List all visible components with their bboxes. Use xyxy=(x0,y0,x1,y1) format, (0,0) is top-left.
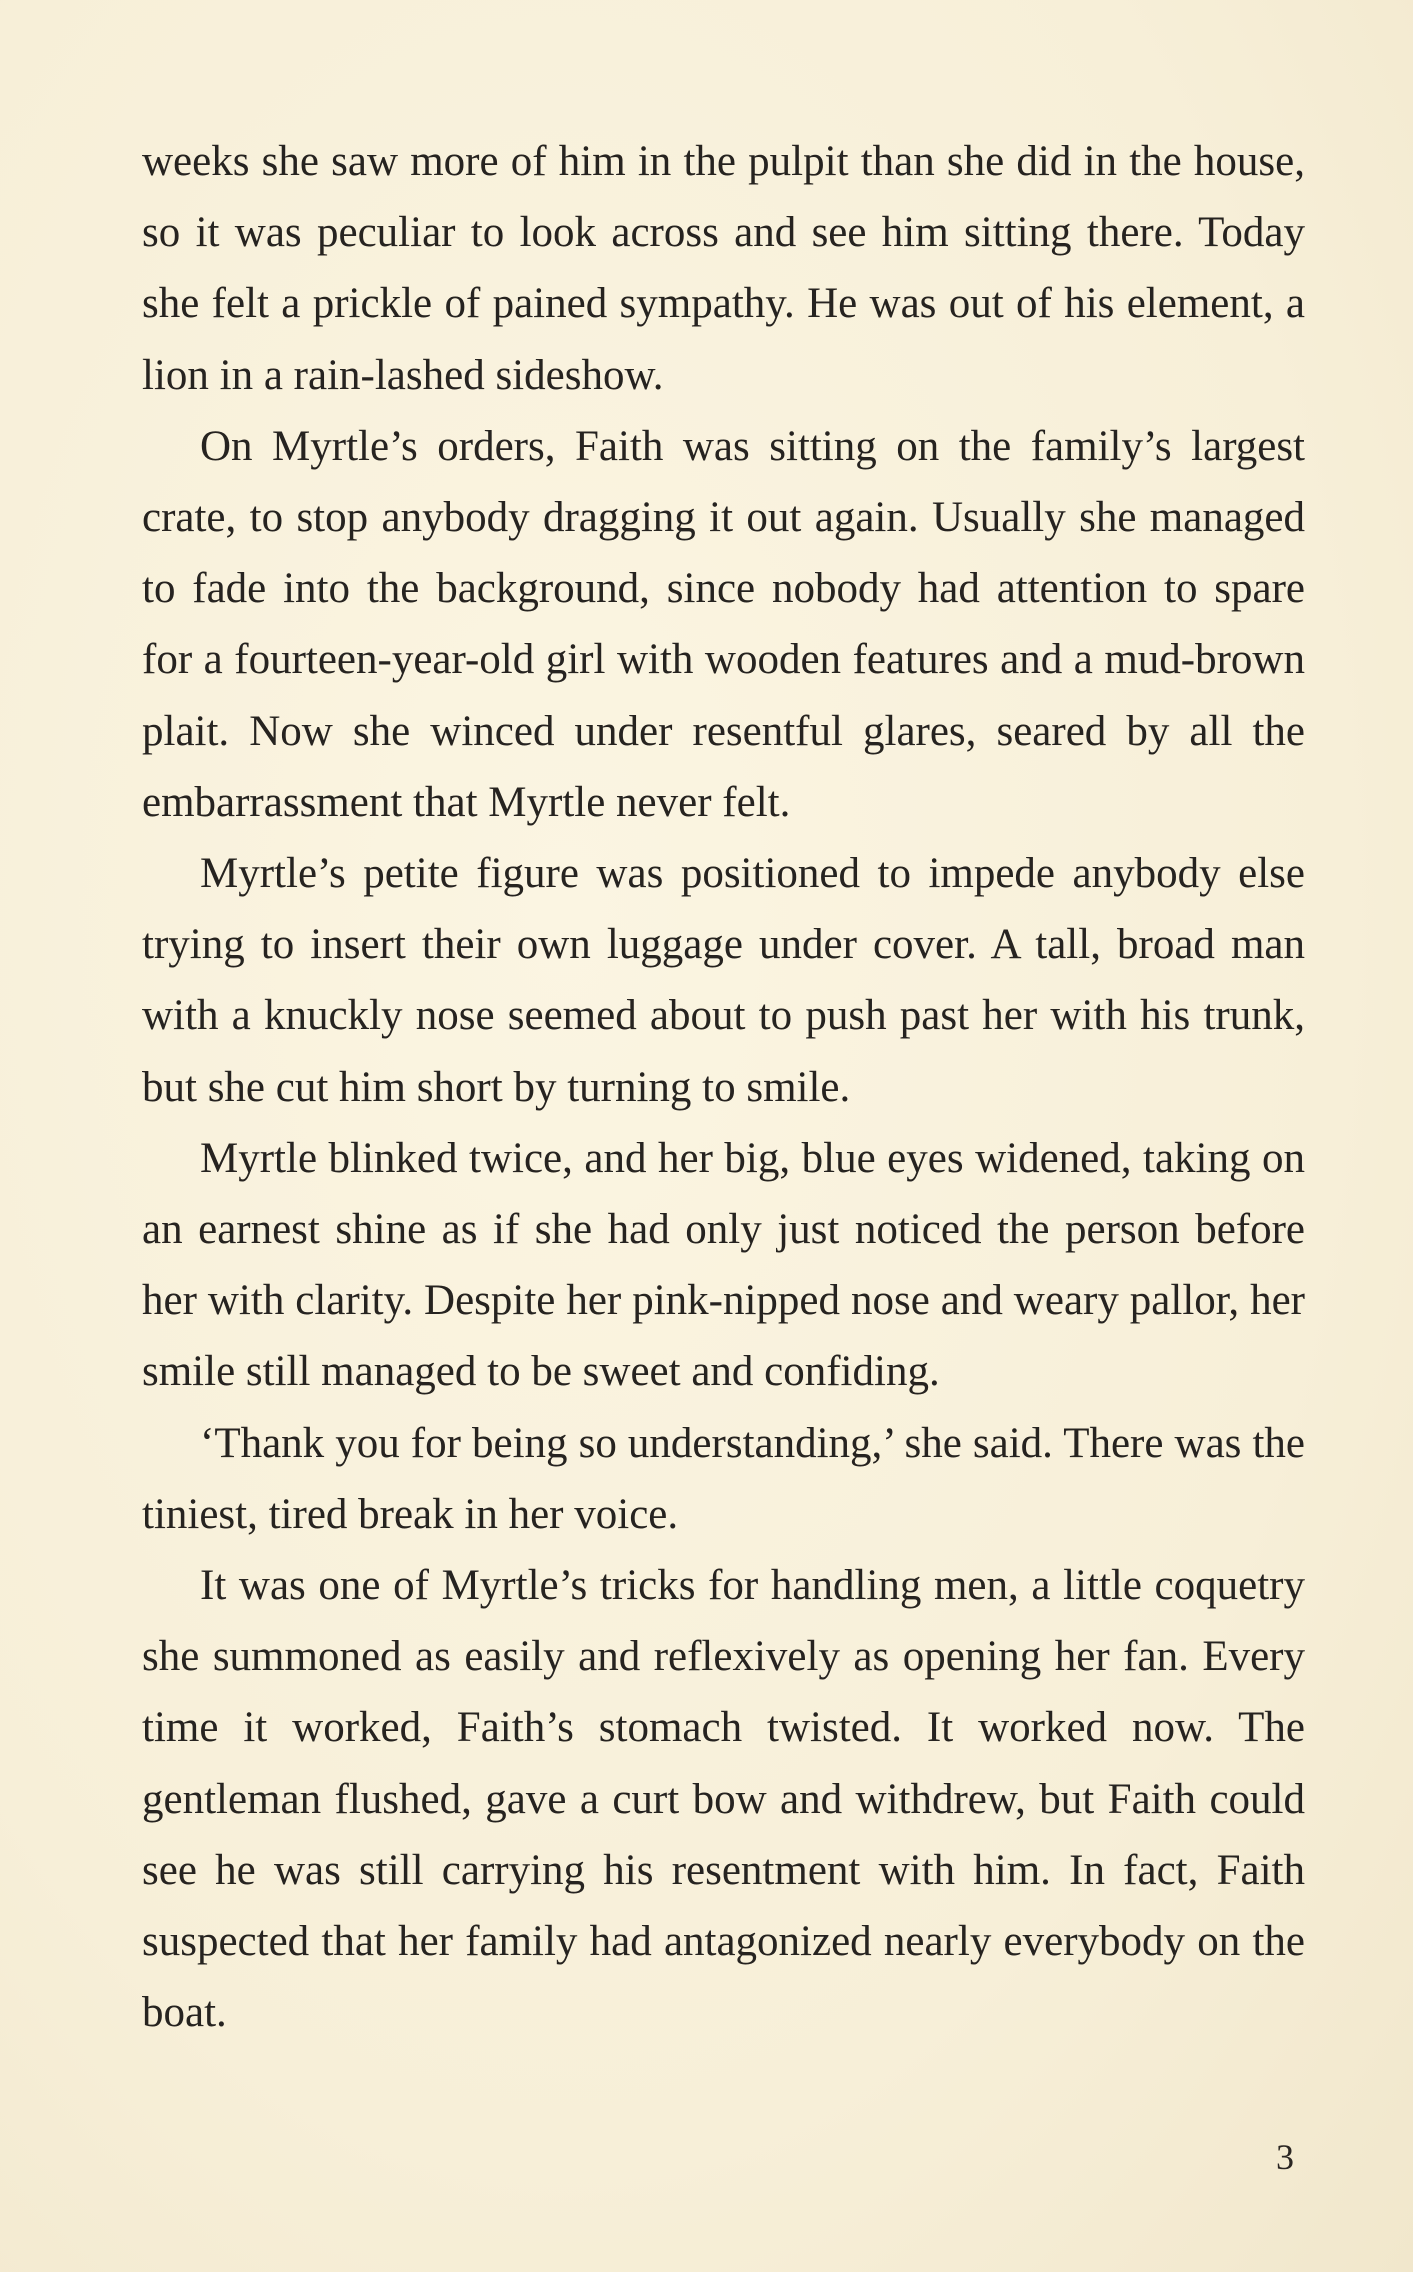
body-text xyxy=(142,126,1305,2048)
paragraph-5: ‘Thank you for being so understanding,’ she said. There was the tiniest, tired break in her voice. xyxy=(142,1419,1305,1538)
paragraph-1: weeks she saw more of him in the pulpit than she did in the house, so it was peculiar to look across and see him sitting there. Today she felt a prickle of pained sympathy. He was out of his element, a lion in a rain-lashed sideshow. xyxy=(142,138,1305,399)
paragraph-6: It was one of Myrtle’s tricks for handling men, a little coquetry she summoned as easily and reflexively as opening her fan. Every time it worked, Faith’s stomach twisted. It worked now. The gentleman flushed, gave a curt bow and withdrew, but Faith could see he was still carrying his resentment with him. In fact, Faith suspected that her family had antagonized nearly everybody on the boat. xyxy=(142,1562,1305,2037)
paragraph-4: Myrtle blinked twice, and her big, blue eyes widened, taking on an earnest shine as if she had only just noticed the person before her with clarity. Despite her pink-nipped nose and weary pallor, her smile still managed to be sweet and confiding. xyxy=(142,1134,1305,1396)
page-number: 3 xyxy=(1276,2137,1294,2177)
paragraph-2: On Myrtle’s orders, Faith was sitting on the family’s largest crate, to stop anybody dragging it out again. Usually she managed to fade into the background, since nobody had attention to spare for a fourteen-year-old girl with wooden features and a mud-brown plait. Now she winced under resentful glares, seared by all the embarrassment that Myrtle never felt. xyxy=(142,422,1305,826)
paragraph-3: Myrtle’s petite figure was positioned to impede anybody else trying to insert their own luggage under cover. A tall, broad man with a knuckly nose seemed about to push past her with his trunk, but she cut him short by turning to smile. xyxy=(142,850,1305,1111)
